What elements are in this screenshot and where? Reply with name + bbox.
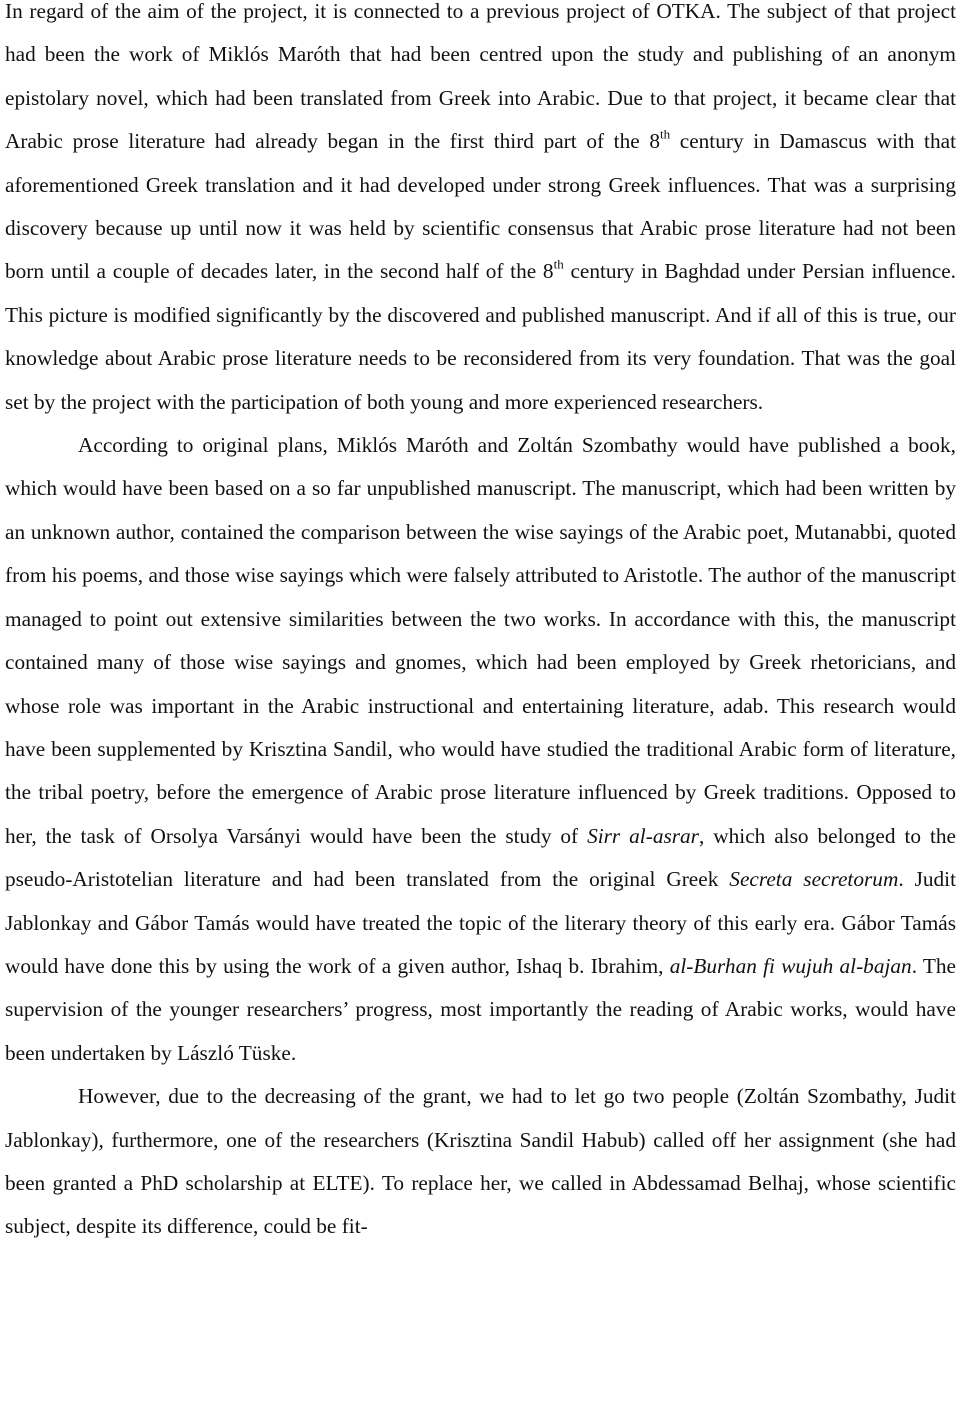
paragraph-text: However, due to the decreasing of the grant, we had to let go two people (Zoltán Szombathy, Judit Jablonkay), furthermore, one of the researchers (Krisztina Sandil Habub) called off her assignment (she had been granted a PhD scholarship at ELTE). To replace her, we called in Abdessamad Belhaj, whose scientific subject, despite its difference, could be fit- [5, 1084, 956, 1239]
superscript-ordinal: th [659, 126, 671, 142]
paragraph-text: century in Damascus with that aforementioned Greek translation and it had developed under strong Greek influences. That was a surprising discovery because up until now it was held by scientific consensus that Arabic prose literature had not been born until a couple of decades later, in the second half of the 8 [5, 129, 956, 284]
paragraph-project-background [5, 0, 956, 424]
paragraph-text: century in Baghdad under Persian influence. This picture is modified significantly by the discovered and published manuscript. And if all of this is true, our knowledge about Arabic prose literature needs to be reconsidered from its very foundation. That was the goal set by the project with the participation of both young and more experienced researchers. [5, 259, 956, 414]
paragraph-text: According to original plans, Miklós Maróth and Zoltán Szombathy would have published a book, which would have been based on a so far unpublished manuscript. The manuscript, which had been written by an unknown author, contained the comparison between the wise sayings of the Arabic poet, Mutanabbi, quoted from his poems, and those wise sayings which were falsely attributed to Aristotle. The author of the manuscript managed to point out extensive similarities between the two works. In accordance with this, the manuscript contained many of those wise sayings and gnomes, which had been employed by Greek rhetoricians, and whose role was important in the Arabic instructional and entertaining literature, adab. This research would have been supplemented by Krisztina Sandil, who would have studied the traditional Arabic form of literature, the tribal poetry, before the emergence of Arabic prose literature influenced by Greek traditions. Opposed to her, the task of Orsolya Varsányi would have been the study of [5, 433, 956, 848]
italic-title: al-Burhan fi wujuh al-bajan [669, 953, 912, 978]
paragraph-text: , which also belonged to the pseudo-Aristotelian literature and had been translated from the original Greek [5, 823, 956, 892]
paragraph-text: In regard of the aim of the project, it is connected to a previous project of OTKA. The subject of that project had been the work of Miklós Maróth that had been centred upon the study and publishing of an anonym epistolary novel, which had been translated from Greek into Arabic. Due to that project, it became clear that Arabic prose literature had already began in the first third part of the 8 [5, 0, 956, 154]
paragraph-text: . Judit Jablonkay and Gábor Tamás would have treated the topic of the literary theory of this early era. Gábor Tamás would have done this by using the work of a given author, Ishaq b. Ibrahim, [5, 867, 956, 978]
paragraph-grant-changes [5, 1075, 956, 1249]
superscript-ordinal: th [553, 256, 564, 272]
paragraph-text: . The supervision of the younger researchers’ progress, most importantly the reading of Arabic works, would have been undertaken by László Tüske. [5, 953, 956, 1065]
italic-title: Secreta secretorum [729, 867, 899, 892]
document-page [5, 0, 956, 1249]
paragraph-original-plans [5, 424, 956, 1075]
italic-title: Sirr al-asrar [587, 823, 699, 848]
